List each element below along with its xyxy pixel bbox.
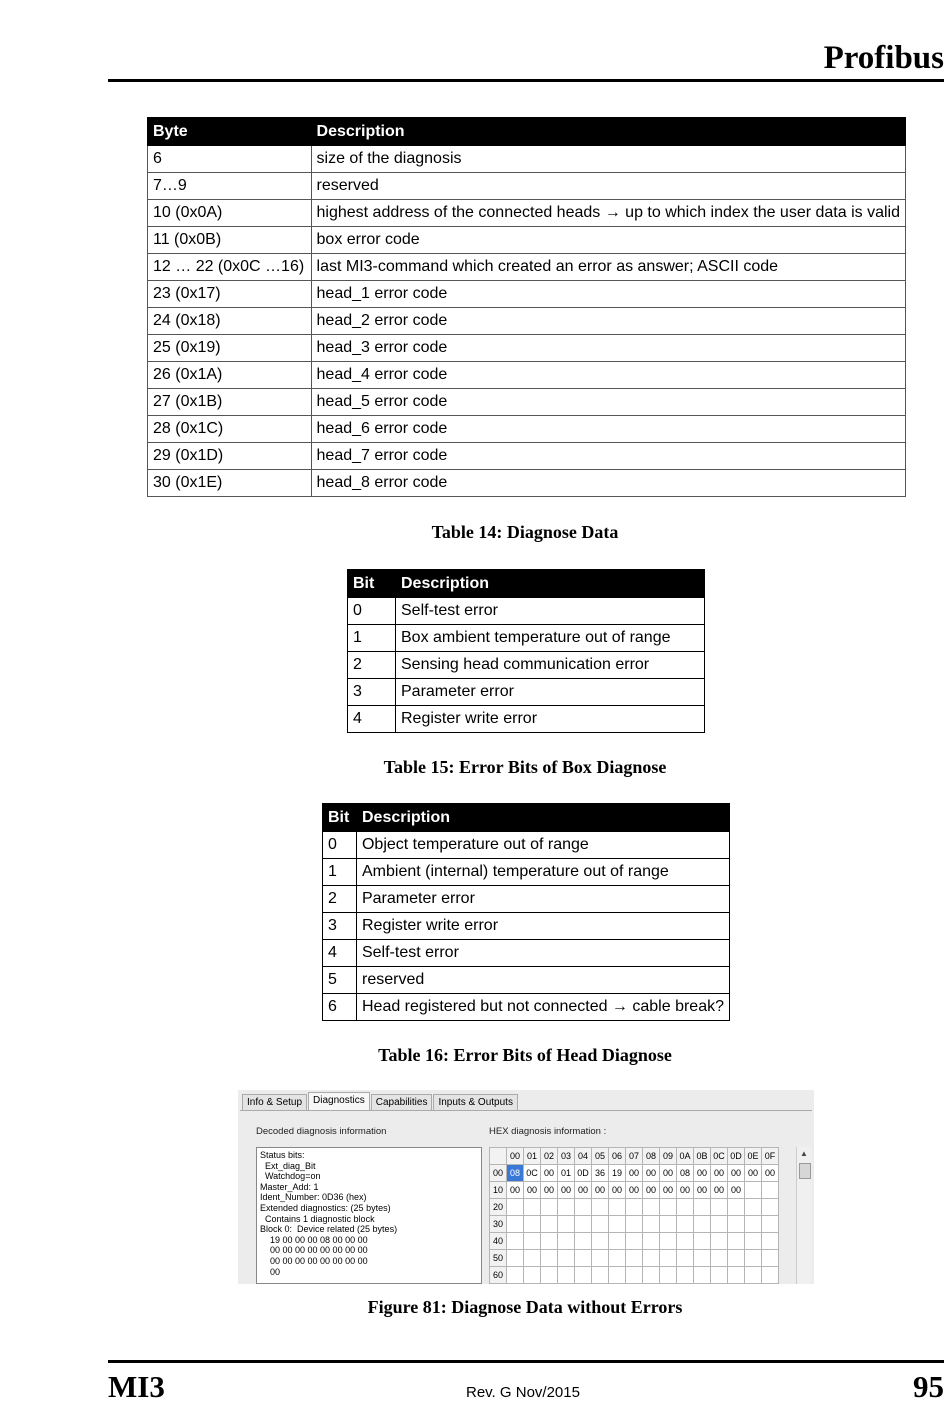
- header-rule: [108, 79, 944, 82]
- hex-cell[interactable]: [507, 1216, 524, 1233]
- column-header: Description: [396, 570, 705, 598]
- hex-cell[interactable]: 00: [711, 1165, 728, 1182]
- hex-row: [490, 1165, 779, 1182]
- table-row: [148, 389, 906, 416]
- hex-cell[interactable]: 08: [677, 1165, 694, 1182]
- hex-cell[interactable]: [524, 1233, 541, 1250]
- hex-row-header: 20: [490, 1199, 507, 1216]
- table-row: [148, 281, 906, 308]
- hex-cell[interactable]: [558, 1250, 575, 1267]
- hex-cell[interactable]: 00: [575, 1182, 592, 1199]
- hex-cell[interactable]: [626, 1267, 643, 1284]
- hex-row-header: 60: [490, 1267, 507, 1284]
- hex-cell[interactable]: [728, 1267, 745, 1284]
- table-row: [148, 308, 906, 335]
- hex-cell[interactable]: [694, 1199, 711, 1216]
- hex-cell[interactable]: 19: [609, 1165, 626, 1182]
- footer-revision: Rev. G Nov/2015: [466, 1384, 580, 1401]
- cell-index: 5: [323, 967, 357, 994]
- hex-column-header: 0D: [728, 1148, 745, 1165]
- cell-index: 0: [348, 598, 396, 625]
- hex-column-header: 0F: [762, 1148, 779, 1165]
- hex-cell[interactable]: [558, 1267, 575, 1284]
- table-row: [148, 470, 906, 497]
- cell-description: highest address of the connected heads → up to which index the user data is valid: [311, 200, 905, 227]
- tab-inputs-outputs[interactable]: Inputs & Outputs: [433, 1094, 518, 1110]
- hex-cell[interactable]: [711, 1216, 728, 1233]
- hex-row: [490, 1250, 779, 1267]
- hex-cell[interactable]: [575, 1233, 592, 1250]
- hex-column-header: 0E: [745, 1148, 762, 1165]
- figure-81-caption: Figure 81: Diagnose Data without Errors: [367, 1297, 683, 1317]
- hex-corner-cell: [490, 1148, 507, 1165]
- cell-description: Parameter error: [356, 886, 729, 913]
- hex-cell[interactable]: 08: [507, 1165, 524, 1182]
- hex-column-header: 09: [660, 1148, 677, 1165]
- hex-column-header: 02: [541, 1148, 558, 1165]
- hex-cell[interactable]: 00: [677, 1182, 694, 1199]
- hex-column-header: 01: [524, 1148, 541, 1165]
- hex-cell[interactable]: [745, 1199, 762, 1216]
- hex-cell[interactable]: [626, 1250, 643, 1267]
- cell-description: head_2 error code: [311, 308, 905, 335]
- cell-index: 1: [348, 625, 396, 652]
- footer-product-name: MI3: [108, 1369, 165, 1404]
- hex-cell[interactable]: [694, 1267, 711, 1284]
- hex-row: [490, 1216, 779, 1233]
- scroll-thumb[interactable]: [799, 1163, 811, 1179]
- cell-description: Sensing head communication error: [396, 652, 705, 679]
- hex-cell[interactable]: [507, 1199, 524, 1216]
- hex-cell[interactable]: 00: [711, 1182, 728, 1199]
- hex-cell[interactable]: [762, 1199, 779, 1216]
- hex-row: [490, 1267, 779, 1284]
- scroll-up-arrow-icon[interactable]: ▲: [800, 1149, 808, 1158]
- hex-cell[interactable]: 00: [660, 1165, 677, 1182]
- table-row: [148, 200, 906, 227]
- cell-description: Box ambient temperature out of range: [396, 625, 705, 652]
- hex-column-header: 0C: [711, 1148, 728, 1165]
- decoded-info-label: Decoded diagnosis information: [256, 1126, 387, 1137]
- hex-cell[interactable]: [745, 1233, 762, 1250]
- hex-cell[interactable]: [677, 1233, 694, 1250]
- hex-cell[interactable]: [694, 1216, 711, 1233]
- hex-row-header: 50: [490, 1250, 507, 1267]
- footer-rule: [108, 1360, 944, 1363]
- page-number: 95: [913, 1369, 944, 1404]
- hex-row-header: 00: [490, 1165, 507, 1182]
- hex-cell[interactable]: 01: [558, 1165, 575, 1182]
- hex-cell[interactable]: 00: [626, 1165, 643, 1182]
- cell-description: head_1 error code: [311, 281, 905, 308]
- hex-cell[interactable]: [643, 1216, 660, 1233]
- hex-cell[interactable]: 0C: [524, 1165, 541, 1182]
- hex-cell[interactable]: [592, 1199, 609, 1216]
- hex-cell[interactable]: [677, 1216, 694, 1233]
- hex-column-header: 08: [643, 1148, 660, 1165]
- hex-cell[interactable]: [575, 1199, 592, 1216]
- cell-index: 25 (0x19): [148, 335, 312, 362]
- hex-cell[interactable]: [592, 1250, 609, 1267]
- hex-cell[interactable]: [660, 1216, 677, 1233]
- hex-cell[interactable]: [609, 1233, 626, 1250]
- hex-cell[interactable]: [660, 1199, 677, 1216]
- hex-cell[interactable]: [524, 1216, 541, 1233]
- table-row: [148, 416, 906, 443]
- cell-index: 29 (0x1D): [148, 443, 312, 470]
- table-header-row: [348, 570, 705, 598]
- hex-cell[interactable]: [575, 1267, 592, 1284]
- hex-cell[interactable]: [643, 1233, 660, 1250]
- hex-cell[interactable]: 00: [728, 1182, 745, 1199]
- table-box-diagnose-bits: [347, 569, 705, 733]
- hex-grid-scrollbar[interactable]: [796, 1147, 811, 1284]
- cell-description: head_7 error code: [311, 443, 905, 470]
- cell-index: 10 (0x0A): [148, 200, 312, 227]
- cell-index: 6: [148, 146, 312, 173]
- tab-capabilities[interactable]: Capabilities: [371, 1094, 433, 1110]
- column-header: Description: [356, 804, 729, 832]
- hex-column-header: 04: [575, 1148, 592, 1165]
- diagnostics-screenshot: [238, 1090, 814, 1284]
- hex-cell[interactable]: [728, 1199, 745, 1216]
- table-header-row: [148, 118, 906, 146]
- cell-description: reserved: [311, 173, 905, 200]
- table-row: [148, 173, 906, 200]
- hex-row-header: 30: [490, 1216, 507, 1233]
- hex-cell[interactable]: [524, 1250, 541, 1267]
- hex-cell[interactable]: [609, 1199, 626, 1216]
- cell-index: 24 (0x18): [148, 308, 312, 335]
- hex-cell[interactable]: 00: [643, 1182, 660, 1199]
- cell-description: head_6 error code: [311, 416, 905, 443]
- table-row: [148, 335, 906, 362]
- table-row: [348, 706, 705, 733]
- hex-cell[interactable]: [541, 1233, 558, 1250]
- hex-cell[interactable]: 00: [558, 1182, 575, 1199]
- cell-index: 4: [323, 940, 357, 967]
- hex-cell[interactable]: [643, 1267, 660, 1284]
- decoded-line: Contains 1 diagnostic block: [260, 1213, 375, 1224]
- hex-cell[interactable]: [711, 1267, 728, 1284]
- hex-cell[interactable]: [592, 1216, 609, 1233]
- table-row: [148, 254, 906, 281]
- decoded-line: 00 00 00 00 00 00 00 00: [260, 1255, 368, 1266]
- cell-description: head_5 error code: [311, 389, 905, 416]
- table-row: [148, 443, 906, 470]
- table-row: [323, 859, 730, 886]
- cell-index: 1: [323, 859, 357, 886]
- cell-description: Register write error: [356, 913, 729, 940]
- table-row: [323, 832, 730, 859]
- table-16-caption: Table 16: Error Bits of Head Diagnose: [378, 1045, 672, 1065]
- hex-header-row: [490, 1148, 779, 1165]
- cell-description: box error code: [311, 227, 905, 254]
- cell-description: Register write error: [396, 706, 705, 733]
- column-header: Bit: [348, 570, 396, 598]
- decoded-line: 00 00 00 00 00 00 00 00: [260, 1245, 368, 1256]
- hex-cell[interactable]: 00: [745, 1165, 762, 1182]
- hex-cell[interactable]: 00: [728, 1165, 745, 1182]
- column-header: Byte: [148, 118, 312, 146]
- decoded-info-textbox[interactable]: [256, 1147, 482, 1284]
- table-head-diagnose-bits: [322, 803, 730, 1021]
- page-header-title: Profibus: [823, 40, 944, 76]
- cell-index: 2: [348, 652, 396, 679]
- table-row: [348, 598, 705, 625]
- hex-cell[interactable]: [558, 1199, 575, 1216]
- hex-cell[interactable]: [524, 1267, 541, 1284]
- hex-cell[interactable]: [541, 1216, 558, 1233]
- hex-column-header: 07: [626, 1148, 643, 1165]
- cell-description: Self-test error: [356, 940, 729, 967]
- hex-cell[interactable]: [626, 1199, 643, 1216]
- hex-cell[interactable]: [558, 1233, 575, 1250]
- decoded-line: Status bits:: [260, 1150, 305, 1160]
- hex-cell[interactable]: 00: [592, 1182, 609, 1199]
- hex-cell[interactable]: [762, 1216, 779, 1233]
- cell-description: last MI3-command which created an error as answer; ASCII code: [311, 254, 905, 281]
- decoded-line: 00: [260, 1266, 281, 1277]
- hex-cell[interactable]: [609, 1250, 626, 1267]
- hex-cell[interactable]: [694, 1233, 711, 1250]
- decoded-line: Master_Add: 1: [260, 1181, 319, 1192]
- hex-cell[interactable]: [626, 1233, 643, 1250]
- cell-description: Head registered but not connected → cable break?: [356, 994, 729, 1021]
- cell-index: 0: [323, 832, 357, 859]
- hex-cell[interactable]: [541, 1267, 558, 1284]
- table-15-caption: Table 15: Error Bits of Box Diagnose: [383, 757, 667, 777]
- hex-info-grid[interactable]: [489, 1147, 779, 1284]
- cell-index: 12 … 22 (0x0C …16): [148, 254, 312, 281]
- tab-diagnostics[interactable]: Diagnostics: [308, 1092, 370, 1111]
- hex-cell[interactable]: [711, 1233, 728, 1250]
- decoded-line: Ext_diag_Bit: [260, 1160, 316, 1171]
- cell-description: Ambient (internal) temperature out of range: [356, 859, 729, 886]
- cell-index: 27 (0x1B): [148, 389, 312, 416]
- hex-cell[interactable]: [558, 1216, 575, 1233]
- hex-cell[interactable]: [507, 1267, 524, 1284]
- hex-cell[interactable]: [643, 1250, 660, 1267]
- column-header: Description: [311, 118, 905, 146]
- cell-description: head_3 error code: [311, 335, 905, 362]
- hex-cell[interactable]: 00: [660, 1182, 677, 1199]
- hex-cell[interactable]: [626, 1216, 643, 1233]
- hex-row: [490, 1233, 779, 1250]
- hex-cell[interactable]: [745, 1182, 762, 1199]
- hex-column-header: 0A: [677, 1148, 694, 1165]
- table-row: [323, 940, 730, 967]
- cell-description: size of the diagnosis: [311, 146, 905, 173]
- hex-cell[interactable]: [592, 1267, 609, 1284]
- hex-cell[interactable]: [660, 1250, 677, 1267]
- cell-index: 23 (0x17): [148, 281, 312, 308]
- tab-divider: [240, 1110, 812, 1111]
- column-header: Bit: [323, 804, 357, 832]
- hex-info-label: HEX diagnosis information :: [489, 1126, 607, 1137]
- hex-cell[interactable]: 00: [609, 1182, 626, 1199]
- decoded-line: 19 00 00 00 08 00 00 00: [260, 1234, 368, 1245]
- cell-description: Parameter error: [396, 679, 705, 706]
- hex-cell[interactable]: [762, 1182, 779, 1199]
- cell-index: 11 (0x0B): [148, 227, 312, 254]
- hex-cell[interactable]: [575, 1216, 592, 1233]
- hex-cell[interactable]: [660, 1267, 677, 1284]
- hex-cell[interactable]: [541, 1199, 558, 1216]
- hex-cell[interactable]: [609, 1267, 626, 1284]
- cell-index: 3: [348, 679, 396, 706]
- hex-cell[interactable]: [524, 1199, 541, 1216]
- hex-cell[interactable]: 00: [694, 1165, 711, 1182]
- hex-column-header: 03: [558, 1148, 575, 1165]
- hex-cell[interactable]: [592, 1233, 609, 1250]
- table-row: [323, 886, 730, 913]
- hex-cell[interactable]: 00: [524, 1182, 541, 1199]
- hex-cell[interactable]: [745, 1267, 762, 1284]
- tab-bar: [242, 1094, 519, 1110]
- hex-cell[interactable]: [711, 1199, 728, 1216]
- hex-cell[interactable]: 00: [541, 1165, 558, 1182]
- hex-cell[interactable]: 00: [541, 1182, 558, 1199]
- tab-info-setup[interactable]: Info & Setup: [242, 1094, 307, 1110]
- cell-index: 6: [323, 994, 357, 1021]
- table-header-row: [323, 804, 730, 832]
- decoded-line: Extended diagnostics: (25 bytes): [260, 1202, 391, 1213]
- hex-row-header: 40: [490, 1233, 507, 1250]
- hex-cell[interactable]: 00: [762, 1165, 779, 1182]
- table-row: [323, 913, 730, 940]
- hex-cell[interactable]: [762, 1267, 779, 1284]
- hex-cell[interactable]: [711, 1250, 728, 1267]
- hex-cell[interactable]: [507, 1233, 524, 1250]
- hex-row-header: 10: [490, 1182, 507, 1199]
- hex-cell[interactable]: [762, 1233, 779, 1250]
- table-row: [148, 146, 906, 173]
- hex-cell[interactable]: [728, 1233, 745, 1250]
- table-row: [323, 967, 730, 994]
- table-14-caption: Table 14: Diagnose Data: [431, 522, 619, 542]
- cell-description: head_4 error code: [311, 362, 905, 389]
- cell-index: 4: [348, 706, 396, 733]
- hex-cell[interactable]: [745, 1250, 762, 1267]
- hex-cell[interactable]: [609, 1216, 626, 1233]
- hex-cell[interactable]: [677, 1199, 694, 1216]
- hex-cell[interactable]: 00: [507, 1182, 524, 1199]
- decoded-line: Ident_Number: 0D36 (hex): [260, 1192, 367, 1203]
- hex-column-header: 05: [592, 1148, 609, 1165]
- hex-cell[interactable]: [694, 1250, 711, 1267]
- hex-cell[interactable]: [762, 1250, 779, 1267]
- decoded-line: Watchdog=on: [260, 1171, 321, 1182]
- table-row: [348, 625, 705, 652]
- cell-description: head_8 error code: [311, 470, 905, 497]
- hex-cell[interactable]: [677, 1267, 694, 1284]
- hex-cell[interactable]: 0D: [575, 1165, 592, 1182]
- hex-cell[interactable]: 00: [643, 1165, 660, 1182]
- table-diagnose-data: [147, 117, 906, 497]
- hex-column-header: 00: [507, 1148, 524, 1165]
- cell-index: 30 (0x1E): [148, 470, 312, 497]
- hex-cell[interactable]: 00: [626, 1182, 643, 1199]
- hex-cell[interactable]: [660, 1233, 677, 1250]
- hex-row: [490, 1182, 779, 1199]
- hex-cell[interactable]: [575, 1250, 592, 1267]
- cell-description: Self-test error: [396, 598, 705, 625]
- hex-cell[interactable]: [677, 1250, 694, 1267]
- cell-index: 26 (0x1A): [148, 362, 312, 389]
- hex-cell[interactable]: [507, 1250, 524, 1267]
- cell-index: 3: [323, 913, 357, 940]
- table-row: [348, 679, 705, 706]
- cell-index: 7…9: [148, 173, 312, 200]
- hex-row: [490, 1199, 779, 1216]
- cell-index: 2: [323, 886, 357, 913]
- cell-description: Object temperature out of range: [356, 832, 729, 859]
- table-row: [148, 362, 906, 389]
- decoded-line: Block 0: Device related (25 bytes): [260, 1224, 398, 1235]
- hex-column-header: 0B: [694, 1148, 711, 1165]
- cell-description: reserved: [356, 967, 729, 994]
- hex-column-header: 06: [609, 1148, 626, 1165]
- hex-cell[interactable]: [728, 1216, 745, 1233]
- table-row: [323, 994, 730, 1021]
- hex-cell[interactable]: [745, 1216, 762, 1233]
- hex-cell[interactable]: [541, 1250, 558, 1267]
- table-row: [348, 652, 705, 679]
- cell-index: 28 (0x1C): [148, 416, 312, 443]
- table-row: [148, 227, 906, 254]
- hex-cell[interactable]: 36: [592, 1165, 609, 1182]
- hex-cell[interactable]: [728, 1250, 745, 1267]
- hex-cell[interactable]: 00: [694, 1182, 711, 1199]
- hex-cell[interactable]: [643, 1199, 660, 1216]
